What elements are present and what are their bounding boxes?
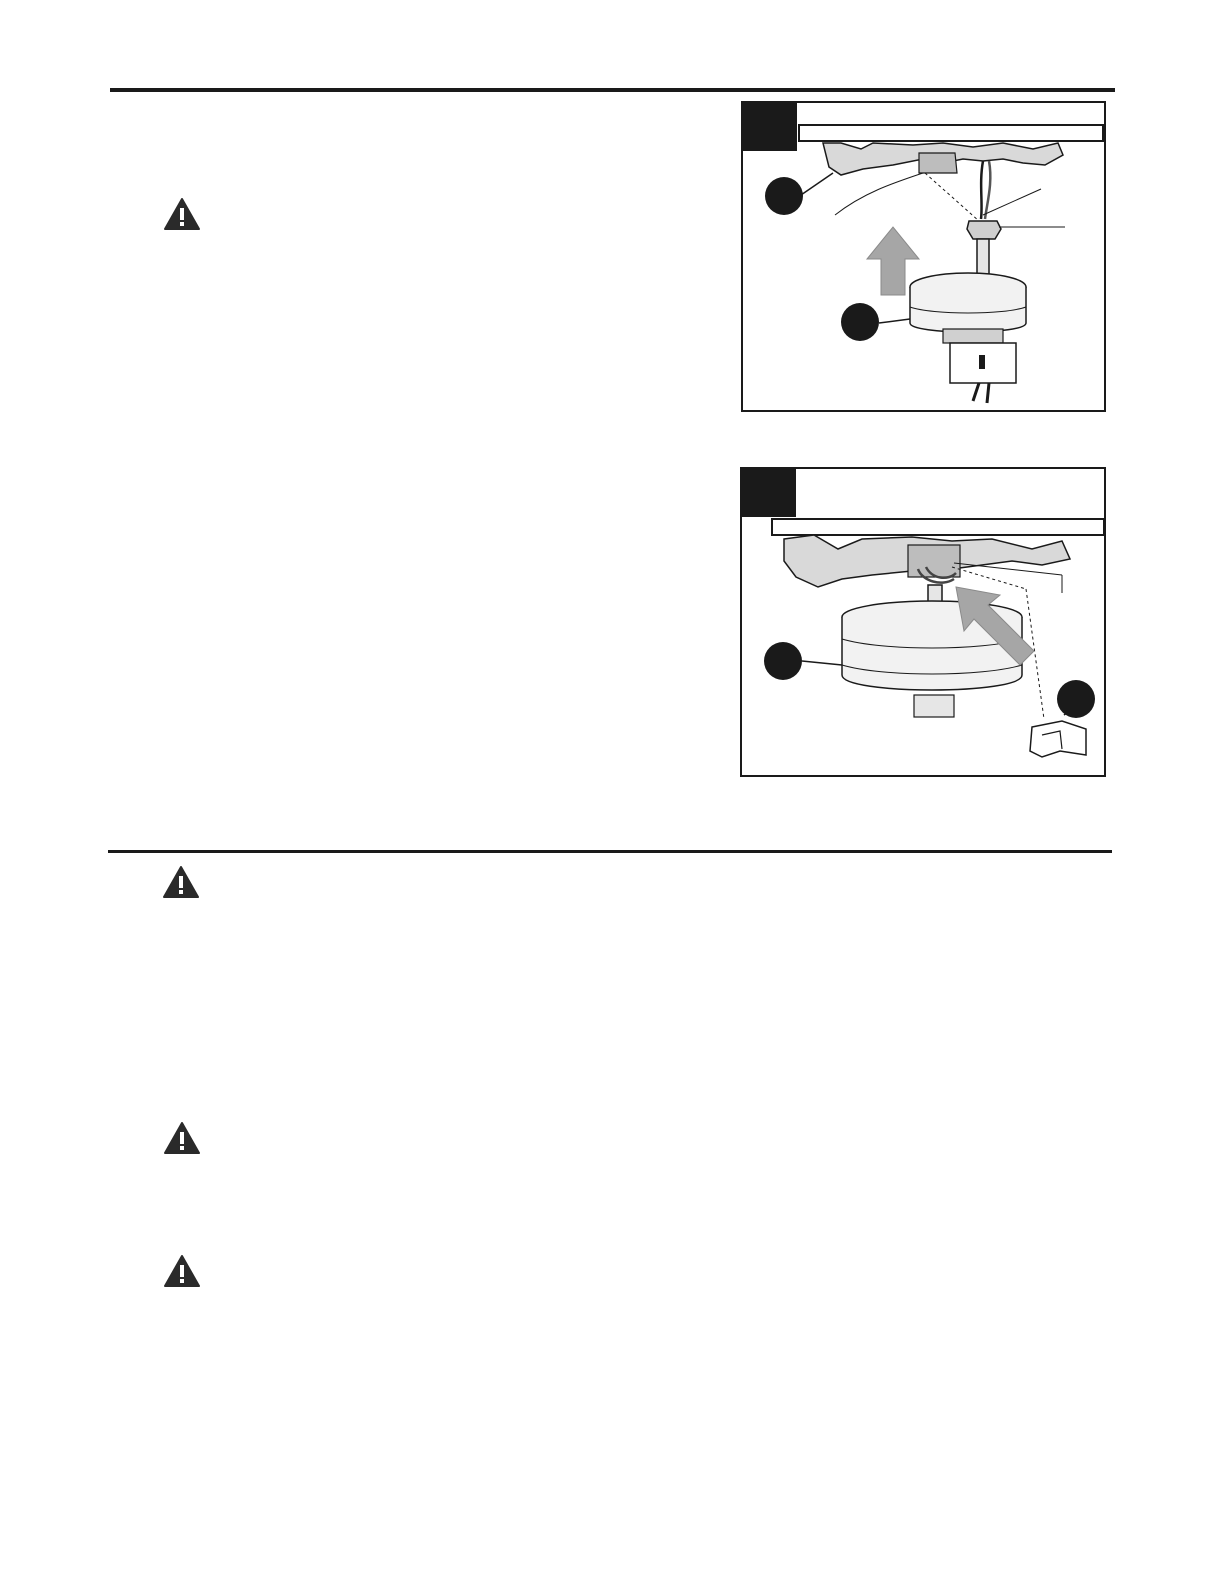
figure-2-illustration <box>742 469 1108 779</box>
top-rule <box>110 88 1115 92</box>
figure-1-callout-a <box>765 177 803 215</box>
figure-1-callout-b <box>841 303 879 341</box>
section-rule <box>108 850 1112 853</box>
figure-1-illustration <box>743 103 1108 414</box>
warning-triangle-icon <box>163 1121 201 1155</box>
warning-triangle-icon <box>163 1254 201 1288</box>
figure-2-callout-a <box>764 642 802 680</box>
warning-triangle-icon <box>163 197 201 231</box>
figure-2 <box>740 467 1106 777</box>
warning-triangle-icon <box>162 865 200 899</box>
figure-2-callout-b <box>1057 680 1095 718</box>
figure-1 <box>741 101 1106 412</box>
